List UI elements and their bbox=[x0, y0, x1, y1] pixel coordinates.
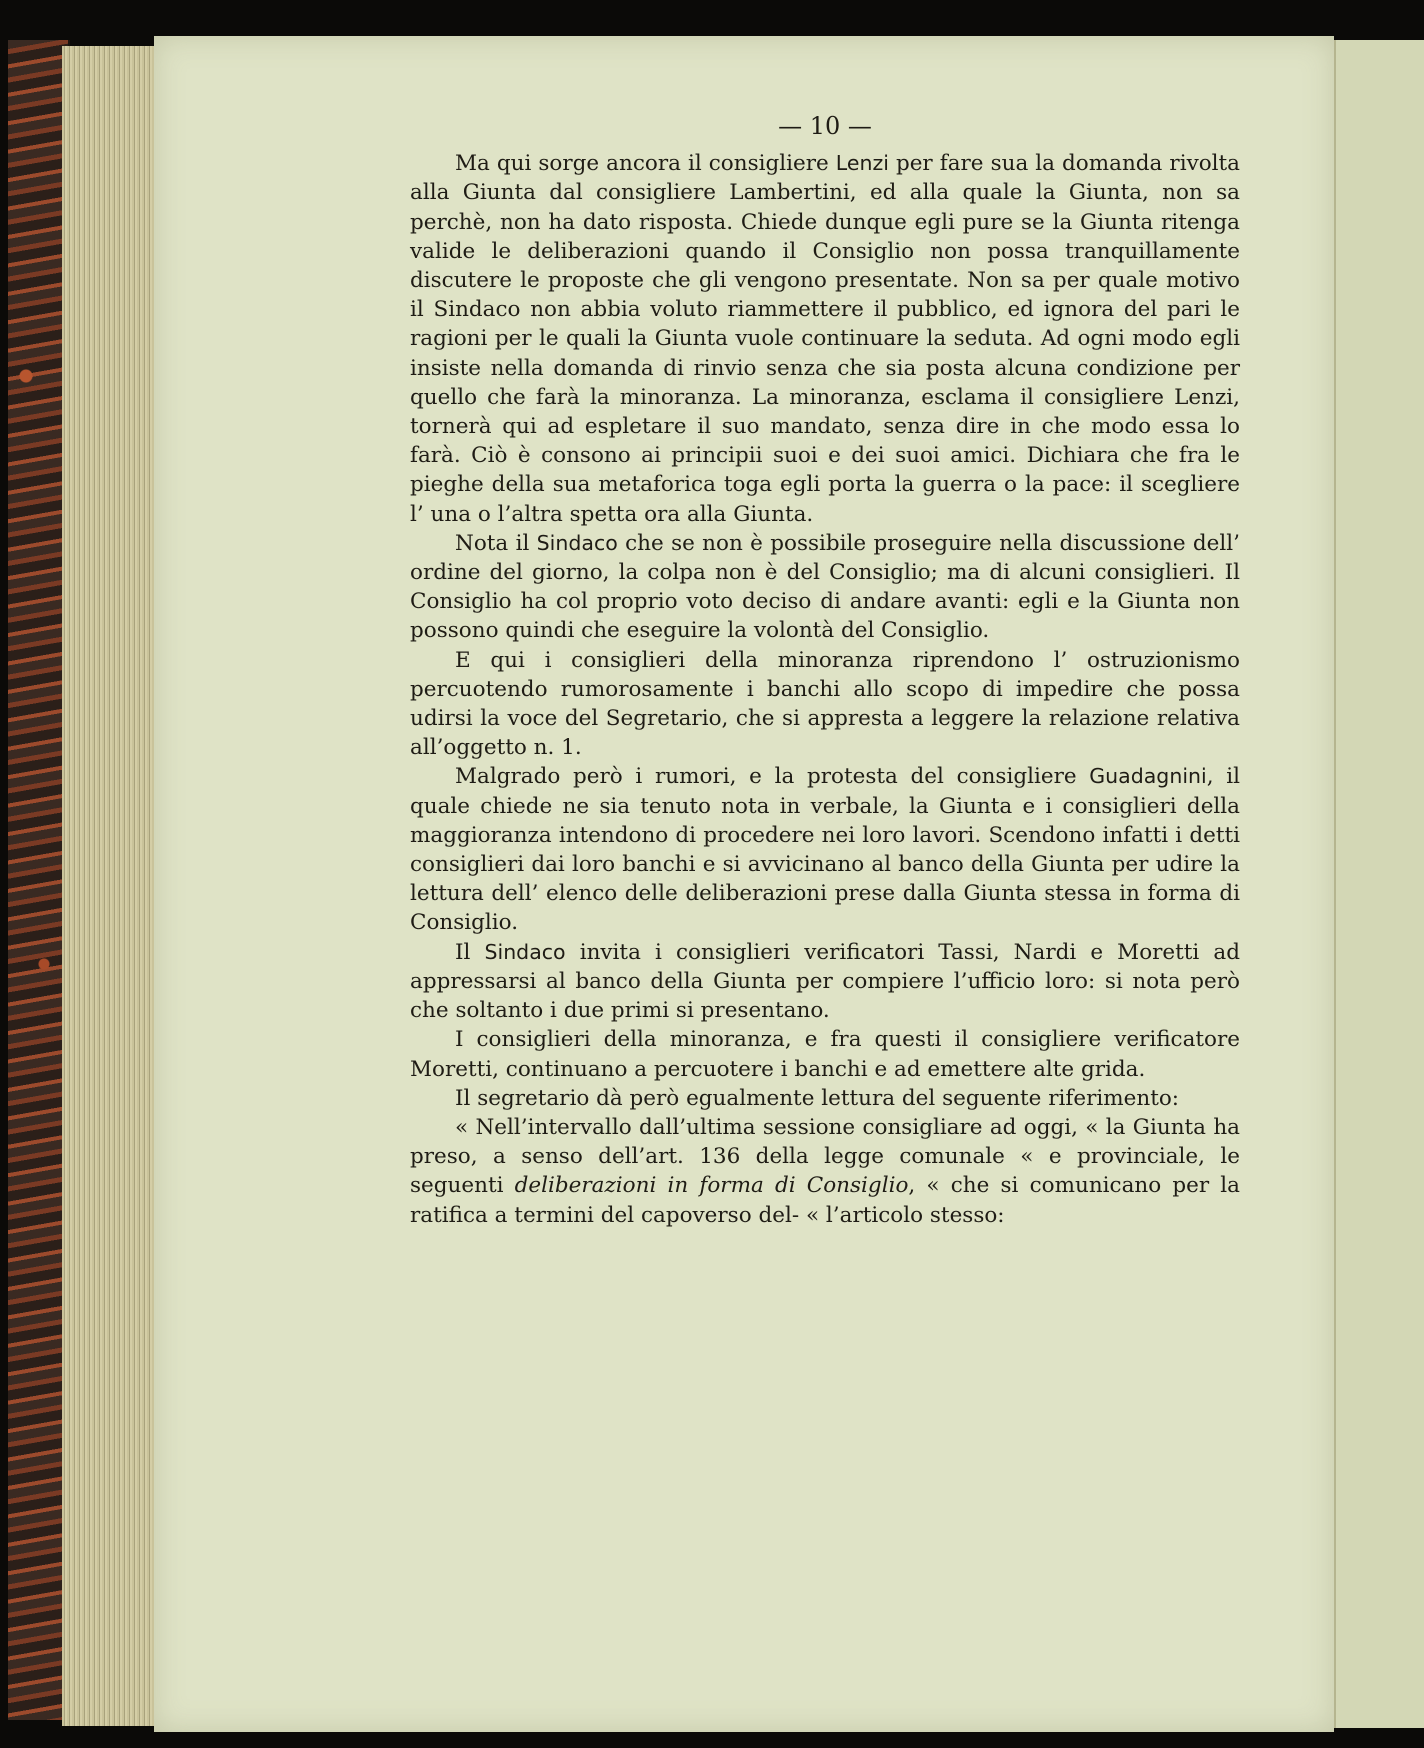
paragraph-7 bbox=[410, 1084, 1240, 1113]
book-spine bbox=[8, 40, 70, 1720]
paragraph-3 bbox=[410, 646, 1240, 763]
text-run: che se non è possibile proseguire nella discussione dell’ ordine del giorno, la colpa non è del Consiglio; ma di alcuni consiglieri. Il Consiglio ha col proprio voto deciso di andare avanti: egli e la Giunta non possono quindi che eseguire la volontà del Consiglio. bbox=[410, 530, 1240, 644]
text-run: , il quale chiede ne sia tenuto nota in verbale, la Giunta e i consiglieri della maggioranza intendono di procedere nei loro lavori. Scendono infatti i detti consiglieri dai loro banchi e si avvicinano al banco della Giunta per udire la lettura dell’ elenco delle deliberazioni prese dalla Giunta stessa in forma di Consiglio. bbox=[410, 764, 1240, 936]
page-number: — 10 — bbox=[778, 112, 872, 140]
text-run: invita i consiglieri verificatori Tassi, Nardi e Moretti ad appressarsi al banco della Giunta per compiere l’ufficio loro: si nota però che soltanto i due primi si presentano. bbox=[410, 939, 1240, 1024]
text-run: « Nell’intervallo dall’ultima sessione consigliare ad oggi, « la Giunta ha preso, a senso dell’art. 136 della legge comunale « e provinciale, le seguenti bbox=[410, 1114, 1240, 1199]
text-run: Ma qui sorge ancora il consigliere bbox=[455, 151, 836, 177]
text-column bbox=[410, 112, 1240, 1230]
text-run: E qui i consiglieri della minoranza riprendono l’ ostruzionismo percuotendo rumorosamente i banchi allo scopo di impedire che possa udirsi la voce del Segretario, che si appresta a leggere la relazione relativa all’oggetto n. 1. bbox=[410, 647, 1240, 761]
speaker-name: Guadagnini bbox=[1089, 764, 1207, 789]
text-run: Il segretario dà però egualmente lettura del seguente riferimento: bbox=[455, 1085, 1180, 1111]
text-run: per fare sua la domanda rivolta alla Giunta dal consigliere Lambertini, ed alla quale la Giunta, non sa perchè, non ha dato risposta. Chiede dunque egli pure se la Giunta ritenga valide le deliberazioni quando il Consiglio non possa tranquillamente discutere le proposte che gli vengono presentate. Non sa per quale motivo il Sindaco non abbia voluto riammettere il pubblico, ed ignora del pari le ragioni per le quali la Giunta vuole continuare la seduta. Ad ogni modo egli insiste nella domanda di rinvio senza che sia posta alcuna condizione per quello che farà la minoranza. La minoranza, esclama il consigliere Lenzi, tornerà qui ad espletare il suo mandato, senza dire in che modo essa lo farà. Ciò è consono ai principii suoi e dei suoi amici. Dichiara che fra le pieghe della sua metaforica toga egli porta la guerra o la pace: il scegliere l’ una o l’altra spetta ora alla Giunta. bbox=[410, 151, 1240, 527]
paragraph-6 bbox=[410, 1025, 1240, 1083]
paragraph-2 bbox=[410, 529, 1240, 646]
speaker-name: Lenzi bbox=[835, 151, 889, 176]
text-run: , « che si comunicano per la ratifica a termini del capoverso del- « l’articolo stesso: bbox=[410, 1173, 1240, 1228]
speaker-name: Sindaco bbox=[536, 530, 618, 555]
speaker-name: Sindaco bbox=[484, 939, 566, 964]
text-run: Malgrado però i rumori, e la protesta del consigliere bbox=[455, 764, 1090, 790]
paragraph-4 bbox=[410, 762, 1240, 937]
italic-text: deliberazioni in forma di Consiglio bbox=[514, 1173, 909, 1199]
paragraph-1 bbox=[410, 149, 1240, 529]
facing-page-edge bbox=[1334, 40, 1424, 1728]
paragraph-5 bbox=[410, 938, 1240, 1026]
text-run: I consiglieri della minoranza, e fra questi il consigliere verificatore Moretti, continuano a percuotere i banchi e ad emettere alte grida. bbox=[410, 1027, 1240, 1082]
text-run: Nota il bbox=[455, 530, 537, 556]
page-edges bbox=[62, 46, 155, 1726]
paragraph-8 bbox=[410, 1113, 1240, 1230]
text-run: Il bbox=[455, 939, 485, 965]
